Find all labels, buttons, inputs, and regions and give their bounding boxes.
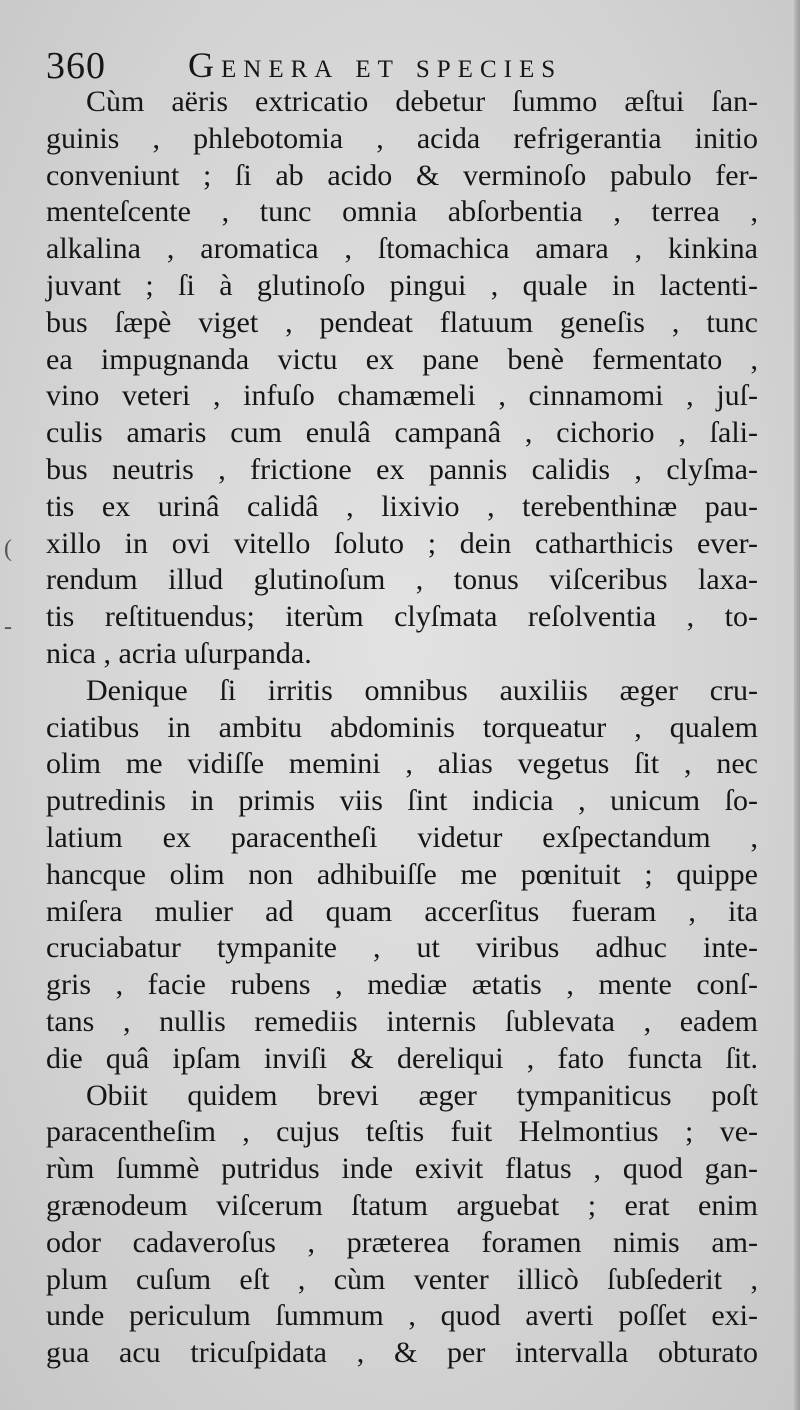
text-line: tans , nullis remediis internis ſublevata , eadem <box>46 1004 758 1038</box>
text-line: rendum illud glutinoſum , tonus viſceribus laxa- <box>46 563 758 597</box>
text-line: bus neutris , frictione ex pannis calidis , clyſma- <box>46 452 758 486</box>
page-edge <box>794 0 800 1410</box>
text-line: hancque olim non adhibuiſſe me pœnituit ; quippe <box>46 857 758 891</box>
text-line: unde periculum ſummum , quod averti poſſet exi- <box>46 1299 758 1333</box>
text-line: die quâ ipſam inviſi & dereliqui , fato functa ſit. <box>46 1041 758 1075</box>
text-line: paracentheſim , cujus teſtis fuit Helmontius ; ve- <box>46 1115 758 1149</box>
text-line: cruciabatur tympanite , ut viribus adhuc inte- <box>46 931 758 965</box>
text-line: plum cuſum eſt , cùm venter illicò ſubſederit , <box>46 1262 758 1296</box>
running-title: Genera et species <box>188 45 563 85</box>
text-line: Cùm aëris extricatio debetur ſummo æſtui ſan- <box>86 85 758 118</box>
text-line: tis ex urinâ calidâ , lixivio , terebenthinæ pau- <box>46 489 758 523</box>
text-line: culis amaris cum enulâ campanâ , cichorio , ſali- <box>46 416 758 450</box>
text-line: putredinis in primis viis ſint indicia , unicum ſo- <box>46 784 758 818</box>
text-line: alkalina , aromatica , ſtomachica amara , kinkina <box>46 232 758 266</box>
text-line: vino veteri , infuſo chamæmeli , cinnamomi , juſ- <box>46 379 758 413</box>
text-line: Obiit quidem brevi æger tympaniticus poſt <box>86 1078 758 1112</box>
text-line: gua acu tricuſpidata , & per intervalla obturato <box>46 1336 758 1370</box>
margin-mark: ( <box>4 536 12 562</box>
text-line: grænodeum viſcerum ſtatum arguebat ; erat enim <box>46 1188 758 1222</box>
body-text <box>46 84 758 1372</box>
text-line: odor cadaveroſus , præterea foramen nimis am- <box>46 1225 758 1259</box>
text-line: menteſcente , tunc omnia abſorbentia , terrea , <box>46 195 758 229</box>
text-line: nica , acria uſurpanda. <box>46 636 312 670</box>
text-line: guinis , phlebotomia , acida refrigerantia initio <box>46 121 758 155</box>
margin-mark: - <box>4 614 12 640</box>
text-line: Denique ſi irritis omnibus auxiliis æger cru- <box>86 673 758 707</box>
text-line: rùm ſummè putridus inde exivit flatus , quod gan- <box>46 1152 758 1186</box>
text-line: ea impugnanda victu ex pane benè fermentato , <box>46 342 758 376</box>
text-line: olim me vidiſſe memini , alias vegetus ſit , nec <box>46 747 758 781</box>
text-line: juvant ; ſi à glutinoſo pingui , quale in lactenti- <box>46 268 758 302</box>
text-line: xillo in ovi vitello ſoluto ; dein catharthicis ever- <box>46 526 758 560</box>
text-line: miſera mulier ad quam accerſitus fueram , ita <box>46 894 758 928</box>
text-line: gris , facie rubens , mediæ ætatis , mente conſ- <box>46 968 758 1002</box>
page-number: 360 <box>46 45 106 87</box>
text-line: latium ex paracentheſi videtur exſpectandum , <box>46 820 758 854</box>
text-line: tis reſtituendus; iterùm clyſmata reſolventia , to- <box>46 600 758 634</box>
text-line: ciatibus in ambitu abdominis torqueatur , qualem <box>46 710 758 744</box>
text-line: bus ſæpè viget , pendeat flatuum geneſis , tunc <box>46 305 758 339</box>
text-line: conveniunt ; ſi ab acido & verminoſo pabulo fer- <box>46 158 758 192</box>
